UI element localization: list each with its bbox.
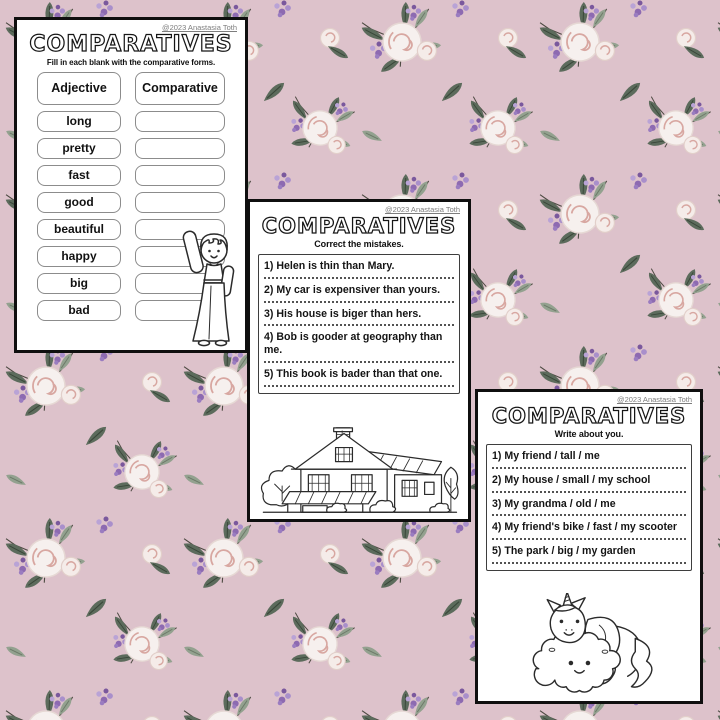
credit-line: @2023 Anastasia Toth bbox=[616, 395, 692, 404]
exercise-box bbox=[486, 444, 692, 572]
adjective-cell: good bbox=[37, 192, 121, 213]
worksheet-title: COMPARATIVES bbox=[491, 404, 687, 428]
answer-line bbox=[264, 301, 454, 303]
answer-line bbox=[264, 361, 454, 363]
comparative-blank bbox=[135, 138, 225, 159]
worksheet-title: COMPARATIVES bbox=[261, 214, 457, 238]
worksheet-instructions: Write about you. bbox=[554, 428, 624, 439]
answer-line bbox=[492, 467, 686, 469]
worksheet-title: COMPARATIVES bbox=[29, 32, 233, 57]
comparative-blank bbox=[135, 192, 225, 213]
column-header-adjective: Adjective bbox=[37, 72, 121, 105]
exercise-item: 3) My grandma / old / me bbox=[492, 497, 616, 510]
girl-waving-illustration bbox=[180, 225, 242, 347]
adjective-cell: long bbox=[37, 111, 121, 132]
worksheet-instructions: Fill in each blank with the comparative forms. bbox=[46, 57, 216, 67]
worksheet-fill-blanks bbox=[14, 17, 248, 353]
answer-line bbox=[492, 491, 686, 493]
exercise-item: 1) My friend / tall / me bbox=[492, 449, 600, 462]
answer-line bbox=[492, 562, 686, 564]
exercise-item: 4) Bob is gooder at geography than me. bbox=[264, 331, 443, 357]
answer-line bbox=[264, 324, 454, 326]
adjective-cell: fast bbox=[37, 165, 121, 186]
exercise-item: 2) My car is expensiver than yours. bbox=[264, 283, 441, 296]
answer-line bbox=[264, 277, 454, 279]
comparative-blank bbox=[135, 165, 225, 186]
credit-line: @2023 Anastasia Toth bbox=[161, 23, 237, 32]
comparative-blank bbox=[135, 111, 225, 132]
answer-line bbox=[264, 385, 454, 387]
exercise-item: 1) Helen is thin than Mary. bbox=[264, 259, 395, 272]
answer-line bbox=[492, 514, 686, 516]
adjective-cell: happy bbox=[37, 246, 121, 267]
adjective-cell: beautiful bbox=[37, 219, 121, 240]
exercise-item: 5) The park / big / my garden bbox=[492, 545, 636, 558]
worksheet-instructions: Correct the mistakes. bbox=[314, 238, 404, 249]
exercise-item: 3) His house is biger than hers. bbox=[264, 307, 422, 320]
exercise-item: 4) My friend's bike / fast / my scooter bbox=[492, 521, 678, 534]
exercise-box bbox=[258, 254, 460, 395]
adjective-cell: bad bbox=[37, 300, 121, 321]
unicorn-on-cloud-illustration bbox=[516, 593, 658, 699]
worksheet-write-about-you bbox=[475, 389, 703, 704]
exercise-item: 5) This book is bader than that one. bbox=[264, 368, 443, 381]
exercise-item: 2) My house / small / my school bbox=[492, 473, 651, 486]
column-header-comparative: Comparative bbox=[135, 72, 225, 105]
answer-line bbox=[492, 538, 686, 540]
worksheet-correct-mistakes bbox=[247, 199, 471, 522]
adjective-cell: pretty bbox=[37, 138, 121, 159]
house-illustration bbox=[256, 426, 462, 516]
credit-line: @2023 Anastasia Toth bbox=[384, 205, 460, 214]
adjective-cell: big bbox=[37, 273, 121, 294]
